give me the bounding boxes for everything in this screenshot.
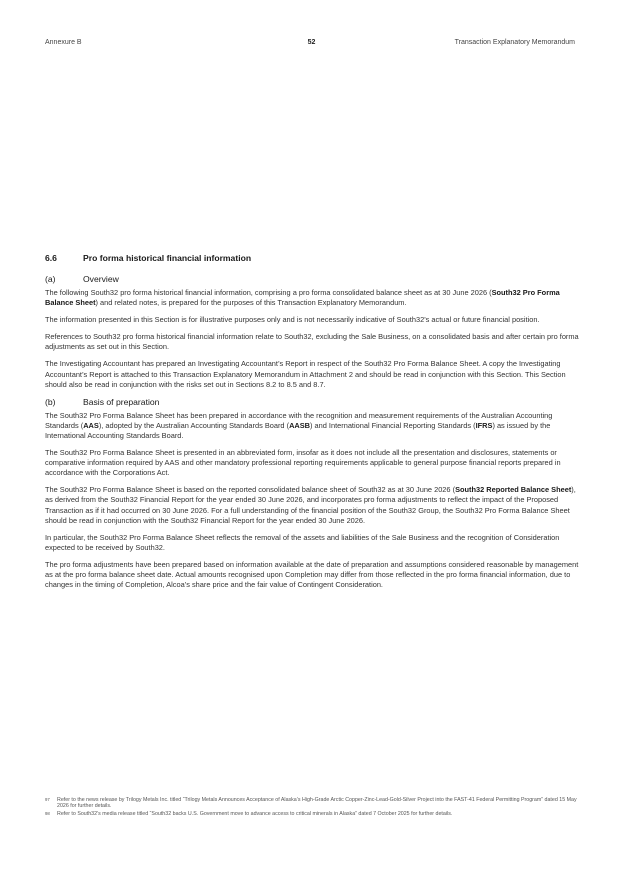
footnote: [45, 797, 579, 810]
subsection-b-number: (b): [45, 396, 56, 407]
subsection-a-number: (a): [45, 274, 56, 284]
footnote-mark: 97: [45, 797, 50, 802]
defined-term: AASB: [289, 420, 311, 430]
subsection-b-heading: [45, 397, 579, 407]
defined-term: South32 Pro Forma Balance Sheet: [45, 288, 560, 308]
overview-paragraph-3: References to South32 pro forma historical financial information relate to South32, excluding the Sale Business, on a consolidated basis and after certain pro forma adjustments as set out in this Section.: [45, 332, 579, 352]
page-number: 52: [307, 39, 316, 46]
defined-term: AAS: [83, 420, 99, 430]
subsection-b-title: Basis of preparation: [83, 396, 160, 407]
basis-paragraph-2: The South32 Pro Forma Balance Sheet is presented in an abbreviated form, insofar as it does not include all the presentation and disclosures, statements or comparative information required by AAS and other mandatory professional reporting requirements applicable to general purpose financial reports prepared in accordance with the Corporations Act.: [45, 448, 561, 478]
section-title: Pro forma historical financial information: [83, 253, 252, 263]
basis-paragraph-1: The South32 Pro Forma Balance Sheet has been prepared in accordance with the recognition and measurement requirements of the Australian Accounting Standards (AAS), adopted by the Australian Accounting Standards Board (AASB) and International Financial Reporting Standards (IFRS) as issued by the International Accounting Standards Board.: [45, 410, 553, 440]
footnote-mark: 98: [45, 810, 50, 816]
subsection-a-heading: [45, 274, 579, 284]
main-content: [45, 253, 579, 597]
defined-term: South32 Reported Balance Sheet: [455, 485, 572, 495]
overview-paragraph-2: The information presented in this Section is for illustrative purposes only and is not necessarily indicative of South32’s actual or future financial position.: [45, 315, 540, 325]
footnotes: [45, 797, 579, 818]
overview-paragraph-1: The following South32 pro forma historical financial information, comprising a pro forma consolidated balance sheet as at 30 June 2026 (South32 Pro Forma Balance Sheet) and related notes, is prepared for the purposes of this Transaction Explanatory Memorandum.: [45, 288, 560, 308]
header-right-text: Transaction Explanatory Memorandum: [454, 39, 575, 46]
basis-paragraph-3: The South32 Pro Forma Balance Sheet is based on the reported consolidated balance sheet of South32 as at 30 June 2026 (South32 Reported Balance Sheet), as derived from the South32 Financial Report for the year ended 30 June 2026, and incorporates pro forma adjustments to reflect the impact of the Proposed Transaction as if it had occurred on 30 June 2026. For a full understanding of the financial position of the South32 Group, the South32 Pro Forma Balance Sheet should be read in conjunction with the South32 Financial Report for the year ended 30 June 2026.: [45, 485, 576, 525]
footnote-text: Refer to South32’s media release titled “South32 backs U.S. Government move to advance access to critical minerals in Alaska” dated 7 October 2025 for further details.: [57, 810, 453, 817]
basis-paragraph-5: The pro forma adjustments have been prepared based on information available at the date of preparation and assumptions considered reasonable by management as at the pro forma balance sheet date. Actual amounts recognised upon Completion may differ from those reflected in the pro forma financial information, due to changes in the timing of Completion, Alcoa’s share price and the fair value of Contingent Consideration.: [45, 559, 579, 590]
section-number: 6.6: [45, 253, 57, 263]
overview-paragraph-4: The Investigating Accountant has prepared an Investigating Accountant’s Report in respect of the South32 Pro Forma Balance Sheet. A copy the Investigating Accountant’s Report is attached to this Transaction Explanatory Memorandum in Attachment 2 and should be read in conjunction with this Section. This Section should also be read in conjunction with the risks set out in Sections 8.2 to 8.5 and 8.7.: [45, 359, 566, 389]
section-heading: [45, 253, 579, 263]
footnote-text: Refer to the news release by Trilogy Metals Inc. titled “Trilogy Metals Announces Acceptance of Alaska’s High-Grade Arctic Copper-Zinc-Lead-Gold-Silver Project into the FAST-41 Federal Permitting Program” dated 15 May 2026 for further details.: [57, 797, 577, 810]
header-left-text: Annexure B: [45, 39, 82, 46]
basis-paragraph-4: In particular, the South32 Pro Forma Balance Sheet reflects the removal of the assets and liabilities of the Sale Business and the recognition of Consideration expected to be received by South32.: [45, 532, 560, 552]
subsection-a-title: Overview: [83, 274, 119, 284]
defined-term: IFRS: [475, 420, 493, 430]
footnote: [45, 811, 579, 817]
